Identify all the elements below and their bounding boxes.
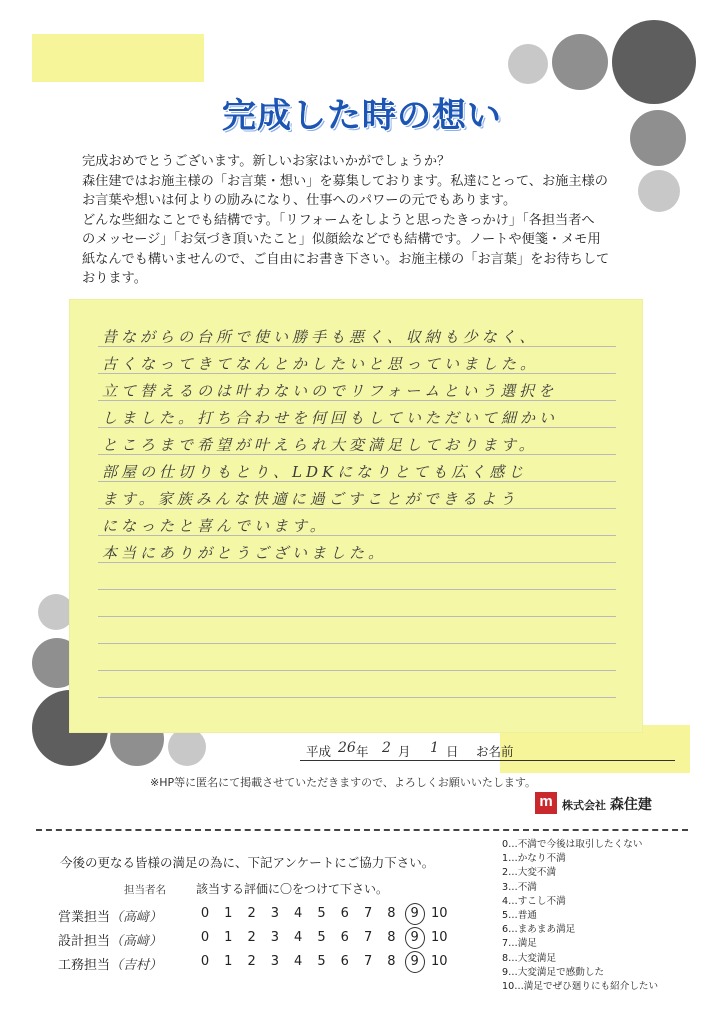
decor-circle (552, 34, 608, 90)
date-year-value: 26 (338, 740, 356, 756)
legend-item: 4…すこし不満 (502, 895, 566, 907)
score-option[interactable]: 10 (431, 954, 448, 969)
intro-line: おります。 (82, 271, 147, 286)
date-month-value: 2 (382, 740, 391, 756)
score-option[interactable]: 2 (247, 954, 256, 969)
redaction-block-header (32, 34, 204, 82)
score-option[interactable]: 7 (363, 954, 373, 969)
score-option[interactable]: 7 (363, 930, 373, 945)
decor-circle (508, 44, 548, 84)
handwritten-line: 古くなってきてなんとかしたいと思っていました。 (102, 355, 540, 373)
date-day-unit: 日 (446, 744, 459, 759)
legend-item: 1…かなり不満 (502, 853, 566, 865)
intro-line: お言葉や想いは何よりの励みになり、仕事へのパワーの元でもあります。 (82, 193, 517, 208)
survey-row-label (58, 906, 162, 925)
survey-row-label (58, 954, 162, 973)
score-option[interactable]: 3 (270, 930, 280, 945)
handwritten-line: ところまで希望が叶えられ大変満足しております。 (102, 436, 538, 454)
score-option[interactable]: 1 (224, 954, 233, 969)
date-year-unit: 年 (356, 744, 369, 759)
score-option[interactable]: 6 (340, 954, 349, 969)
date-era: 平成 (306, 744, 332, 759)
score-option[interactable]: 8 (387, 954, 396, 969)
legend-item: 10…満足でぜひ廻りにも紹介したい (502, 981, 659, 993)
rating-legend (502, 838, 658, 994)
score-option[interactable]: 5 (317, 930, 326, 945)
ruled-line (98, 670, 616, 671)
score-option[interactable]: 6 (340, 930, 349, 945)
row-role: 営業担当 (58, 910, 111, 925)
score-option[interactable]: 1 (224, 930, 233, 945)
score-option[interactable]: 7 (363, 906, 373, 921)
intro-text (82, 152, 662, 289)
score-selected[interactable]: 9 (405, 927, 425, 949)
legend-item: 2…大変不満 (502, 867, 557, 879)
legend-item: 6…まあまあ満足 (502, 924, 576, 936)
intro-line: 紙なんでも構いませんので、ご自由にお書き下さい。お施主様の「お言葉」をお待ちして (82, 251, 610, 267)
score-option[interactable]: 3 (270, 954, 280, 969)
company-logo-icon: m (535, 792, 557, 814)
decor-circle (168, 728, 206, 766)
date-day-value: 1 (430, 740, 439, 756)
score-selected[interactable]: 9 (405, 951, 425, 973)
row-person: （高﨑） (110, 934, 163, 949)
handwritten-line: ます。家族みんな快適に過ごすことができるよう (102, 490, 519, 508)
handwritten-line: 部屋の仕切りもとり、LDKになりとても広く感じ (102, 463, 528, 481)
score-option[interactable]: 4 (294, 930, 303, 945)
row-role: 設計担当 (58, 934, 111, 949)
score-option[interactable]: 10 (431, 906, 448, 921)
score-option[interactable]: 4 (294, 954, 303, 969)
legend-item: 3…不満 (502, 881, 537, 893)
decor-circle (38, 594, 74, 630)
legend-item: 9…大変満足で感動した (502, 966, 605, 978)
legend-item: 7…満足 (502, 938, 537, 950)
ruled-line (98, 616, 616, 617)
company-brand: 森住建 (609, 797, 652, 813)
legend-item: 8…大変満足 (502, 952, 557, 964)
legend-item: 5…普通 (502, 910, 537, 922)
score-option[interactable]: 10 (431, 930, 448, 945)
survey-intro: 今後の更なる皆様の満足の為に、下記アンケートにご協力下さい。 (60, 855, 435, 870)
legend-item: 0…不満で今後は取引したくない (502, 839, 643, 850)
score-option[interactable]: 0 (200, 954, 210, 969)
intro-line: 完成おめでとうございます。新しいお家はいかがでしょうか？ (82, 154, 451, 169)
score-option[interactable]: 2 (247, 906, 256, 921)
score-option[interactable]: 4 (294, 906, 303, 921)
date-month-unit: 月 (398, 744, 411, 759)
disclaimer-text: ※HP等に匿名にて掲載させていただきますので、よろしくお願いいたします。 (150, 776, 537, 789)
row-person: （高﨑） (110, 910, 163, 925)
score-option[interactable]: 8 (387, 906, 396, 921)
survey-row-label (58, 930, 162, 949)
intro-line: 森住建ではお施主様の「お言葉・想い」を募集しております。私達にとって、お施主様の (82, 173, 608, 189)
message-area (70, 300, 642, 732)
score-option[interactable]: 1 (224, 906, 233, 921)
person-column-header: 担当者名 (124, 884, 166, 896)
handwritten-line: しました。打ち合わせを何回もしていただいて細かい (102, 409, 559, 427)
survey-instruction: 該当する評価に〇をつけて下さい。 (196, 882, 389, 896)
cut-line-divider (36, 829, 688, 831)
ruled-line (98, 697, 616, 698)
score-option[interactable]: 3 (270, 906, 280, 921)
row-person: （吉村） (110, 958, 163, 973)
score-option[interactable]: 8 (387, 930, 396, 945)
name-label: お名前 (476, 744, 514, 759)
intro-line: のメッセージ」「お気づき頂いたこと」似顔絵などでも結構です。ノートや便箋・メモ用 (82, 232, 601, 247)
score-option[interactable]: 6 (340, 906, 349, 921)
ruled-line (98, 643, 616, 644)
date-name-line (300, 740, 675, 761)
score-option[interactable]: 5 (317, 954, 326, 969)
score-option[interactable]: 0 (200, 906, 210, 921)
page-title: 完成した時の想い (222, 96, 502, 136)
score-option[interactable]: 2 (247, 930, 256, 945)
score-option[interactable]: 5 (317, 906, 326, 921)
handwritten-line: になったと喜んでいます。 (102, 517, 329, 535)
score-option[interactable]: 0 (200, 930, 210, 945)
row-role: 工務担当 (58, 958, 111, 973)
handwritten-line: 本当にありがとうございました。 (102, 544, 388, 562)
score-selected[interactable]: 9 (405, 903, 425, 925)
intro-line: どんな些細なことでも結構です。「リフォームをしようと思ったきっかけ」「各担当者へ (82, 212, 595, 228)
ruled-line (98, 589, 616, 590)
handwritten-line: 昔ながらの台所で使い勝手も悪く、収納も少なく、 (102, 328, 539, 346)
company-prefix: 株式会社 (562, 799, 606, 812)
handwritten-line: 立て替えるのは叶わないのでリフォームという選択を (102, 382, 558, 400)
company-name (562, 794, 652, 814)
